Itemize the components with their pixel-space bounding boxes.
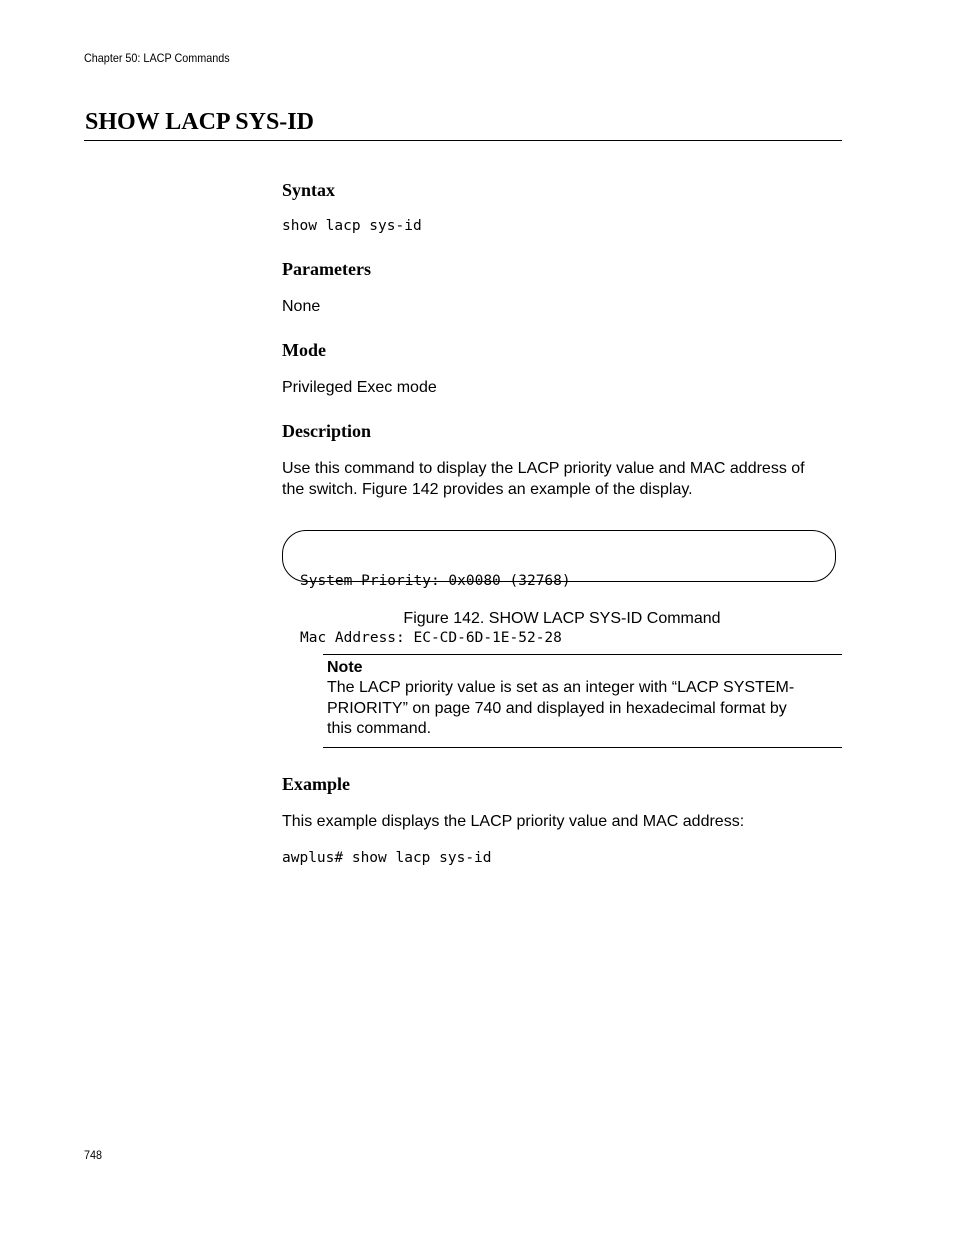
parameters-heading: Parameters — [282, 259, 371, 279]
figure-output — [300, 534, 571, 667]
description-line-2: the switch. Figure 142 provides an example of the display. — [282, 480, 693, 498]
title-rule — [84, 140, 842, 141]
figure-caption: Figure 142. SHOW LACP SYS-ID Command — [403, 610, 721, 627]
example-code: awplus# show lacp sys-id — [282, 850, 492, 866]
note-line-1: The LACP priority value is set as an integer with “LACP SYSTEM- — [327, 679, 795, 696]
note-bottom-rule — [323, 747, 842, 748]
note-line-3: this command. — [327, 720, 432, 737]
running-head: Chapter 50: LACP Commands — [84, 51, 230, 65]
example-heading: Example — [282, 774, 351, 794]
syntax-code: show lacp sys-id — [282, 218, 422, 234]
description-line-1: Use this command to display the LACP priority value and MAC address of — [282, 460, 805, 477]
figure-line-2: Mac Address: EC-CD-6D-1E-52-28 — [300, 630, 562, 646]
syntax-heading: Syntax — [282, 180, 336, 200]
parameters-text: None — [282, 298, 321, 315]
note-line-2: PRIORITY” on page 740 and displayed in hexadecimal format by — [327, 699, 787, 717]
page-title: SHOW LACP SYS-ID — [85, 109, 314, 135]
figure-line-1: System Priority: 0x0080 (32768) — [300, 573, 571, 589]
note-top-rule — [323, 654, 842, 655]
mode-heading: Mode — [282, 340, 326, 360]
note-title: Note — [327, 659, 363, 676]
note-body — [327, 678, 837, 740]
page-number: 748 — [84, 1148, 103, 1162]
description-heading: Description — [282, 421, 371, 441]
mode-text: Privileged Exec mode — [282, 379, 437, 396]
example-text: This example displays the LACP priority value and MAC address: — [282, 813, 745, 830]
